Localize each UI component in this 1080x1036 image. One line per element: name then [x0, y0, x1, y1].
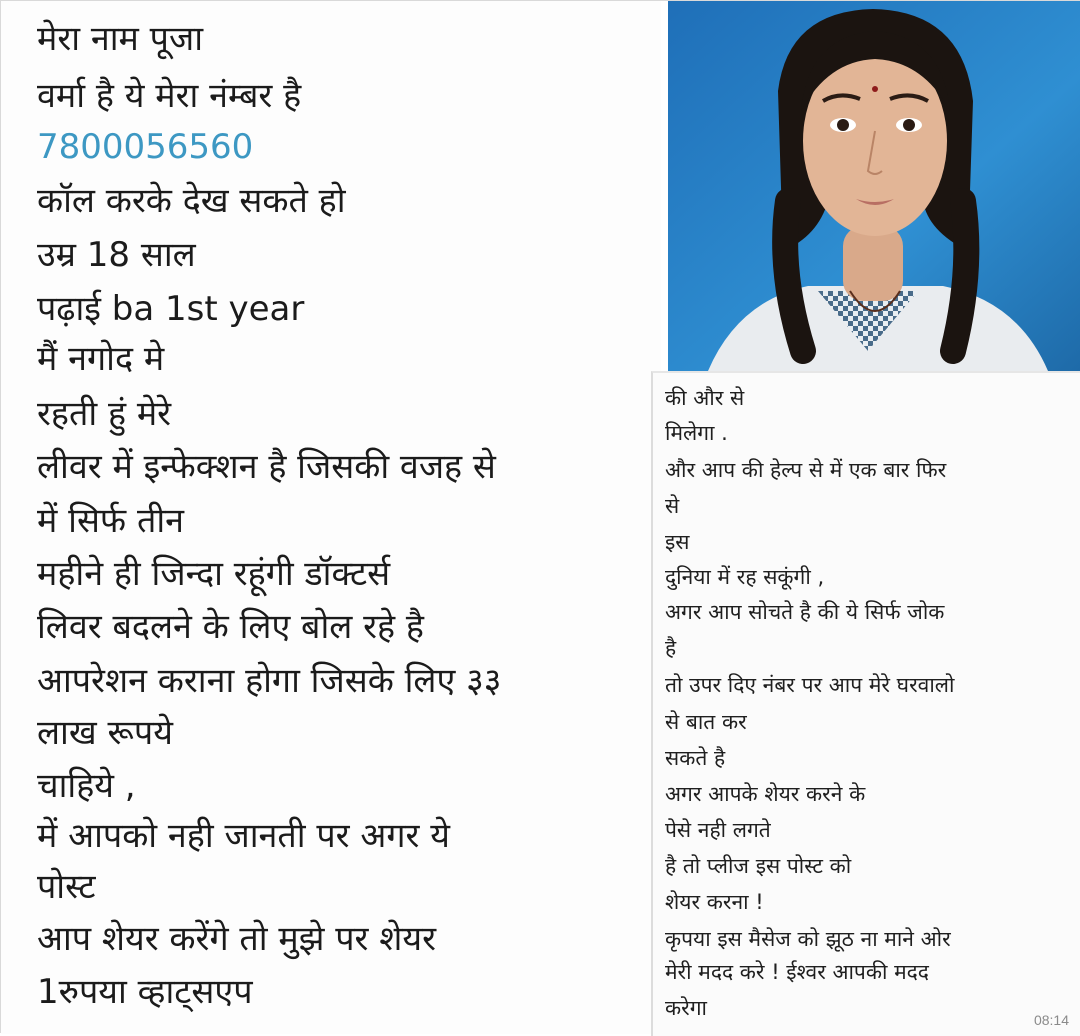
phone-number[interactable]: 7800056560 — [37, 127, 254, 167]
text-line: अगर आपके शेयर करने के — [665, 782, 866, 806]
timestamp: 08:14 — [1033, 1012, 1069, 1028]
text-line: है — [665, 636, 677, 660]
text-line: मेरी मदद करे ! ईश्वर आपकी मदद — [665, 960, 929, 984]
text-line: कृपया इस मैसेज को झूठ ना माने ओर — [665, 927, 951, 951]
text-line: सकते है — [665, 746, 726, 770]
text-line: मेरा नाम पूजा — [37, 19, 204, 59]
text-line: लाख रूपये — [37, 713, 173, 753]
text-line: आपरेशन कराना होगा जिसके लिए ३३ — [37, 661, 502, 701]
text-line: मैं नगोद मे — [37, 339, 165, 379]
text-line: पोस्ट — [37, 867, 96, 907]
portrait-photo — [668, 1, 1080, 371]
text-line: शेयर करना ! — [665, 890, 764, 914]
text-line: 1रुपया व्हाट्सएप — [37, 972, 253, 1012]
text-line: में आपको नही जानती पर अगर ये — [37, 816, 450, 856]
text-line: लीवर में इन्फेक्शन है जिसकी वजह से — [37, 447, 496, 487]
text-line: मिलेगा . — [665, 421, 728, 445]
text-line: है तो प्लीज इस पोस्ट को — [665, 854, 852, 878]
text-line: दुनिया में रह सकूंगी , — [665, 565, 825, 589]
text-line: अगर आप सोचते है की ये सिर्फ जोक — [665, 600, 945, 624]
text-line: इस — [665, 530, 690, 554]
text-line: तो उपर दिए नंबर पर आप मेरे घरवालो — [665, 673, 955, 697]
text-line: पेसे नही लगते — [665, 818, 771, 842]
text-line: कॉल करके देख सकते हो — [37, 181, 346, 221]
text-line: वर्मा है ये मेरा नंम्बर है — [37, 76, 302, 116]
text-line: रहती हुं मेरे — [37, 394, 172, 434]
text-line: में सिर्फ तीन — [37, 501, 185, 541]
left-text-panel — [1, 1, 661, 1034]
text-line: से बात कर — [665, 710, 747, 734]
portrait-photo-icon — [668, 1, 1080, 371]
text-line: करेगा — [665, 996, 707, 1020]
right-text-panel — [651, 371, 1080, 1036]
text-line: की और से — [665, 386, 745, 410]
text-line: और आप की हेल्प से में एक बार फिर — [665, 458, 947, 482]
text-line: पढ़ाई ba 1st year — [37, 289, 305, 329]
text-line: आप शेयर करेंगे तो मुझे पर शेयर — [37, 919, 436, 959]
text-line: चाहिये , — [37, 766, 136, 806]
text-line: महीने ही जिन्दा रहूंगी डॉक्टर्स — [37, 554, 391, 594]
text-line: से — [665, 494, 680, 518]
text-line: उम्र 18 साल — [37, 235, 196, 275]
text-line: लिवर बदलने के लिए बोल रहे है — [37, 607, 424, 647]
